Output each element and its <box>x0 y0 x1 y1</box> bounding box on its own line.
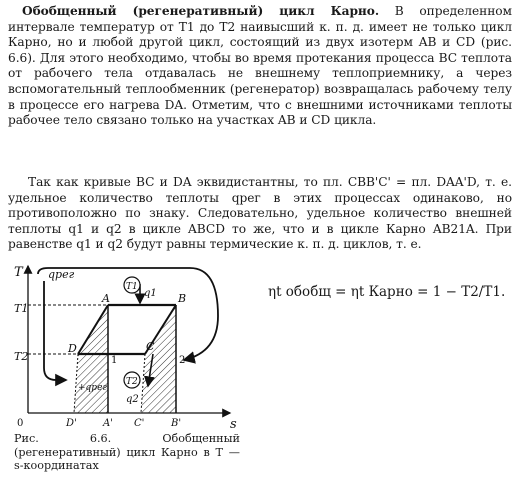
q-reg-lower-label: +qрег <box>78 383 107 393</box>
regen-flow-arrow <box>44 281 66 380</box>
axis-t-label: T <box>14 265 23 280</box>
point-b-prime-label: B' <box>171 418 182 429</box>
paragraph-run-in-heading: Обобщенный (регенеративный) цикл Карно. <box>22 4 380 18</box>
paragraph-equidistant-curves: Так как кривые BC и DA эквидистантны, то пл. CBB'C' = пл. DAA'D, т. е. удельное количество теплоты qрег в этих процессах одинаково, но противоположно по знаку. Следовательно, удельное количество внешней теплоты q1 и q2 в цикле ABCD то же, что и в цикле Карно AB21A. При равенстве q1 и q2 будут равны термические к. п. д. циклов, т. е. <box>8 175 512 252</box>
point-d-label: D <box>68 342 77 355</box>
figure-caption: Рис. 6.6. Обобщенный (регенеративный) цикл Карно в T — s-координатах <box>14 432 240 473</box>
paragraph-body: В определенном интервале температур от T1 до T2 наивысший к. п. д. имеет не только цикл Карно, но и любой другой цикл, состоящий из двух изотерм AB и CD (рис. 6.6). Для этого необходимо, чтобы во время протекания процесса BC теплота от рабочего тела отдавалась не внешнему теплоприемнику, а через вспомогательный теплообменник (регенератор) возвращалась рабочему телу в процессе его нагрева DA. Отметим, что с внешними источниками теплоты рабочее тело связано только на участках AB и CD цикла. <box>8 4 512 128</box>
point-1-label: 1 <box>111 355 118 366</box>
t1-axis-label: T1 <box>14 302 29 315</box>
point-b-label: B <box>178 292 187 305</box>
q-reg-label: qрег <box>48 268 75 281</box>
origin-label: 0 <box>17 418 24 429</box>
q2-label: q2 <box>126 394 139 405</box>
point-c-prime-label: C' <box>134 418 145 429</box>
t2-circle-label: T2 <box>126 377 138 387</box>
point-a-label: A <box>102 292 110 305</box>
point-c-label: C <box>146 340 155 353</box>
point-a-prime-label: A' <box>103 418 113 429</box>
point-d-prime-label: D' <box>66 418 77 429</box>
t2-axis-label: T2 <box>14 350 29 363</box>
q1-label: q1 <box>144 288 157 299</box>
point-2-label: 2 <box>179 355 186 366</box>
ts-diagram-svg <box>8 256 258 432</box>
paragraph-generalized-cycle <box>8 4 512 129</box>
left-hatched-area <box>74 305 108 413</box>
axis-s-label: s <box>230 417 237 432</box>
right-hatched-area <box>141 305 176 413</box>
t1-circle-label: T1 <box>126 282 138 292</box>
efficiency-formula: ηt обобщ = ηt Карно = 1 − T2/T1. <box>268 284 506 300</box>
